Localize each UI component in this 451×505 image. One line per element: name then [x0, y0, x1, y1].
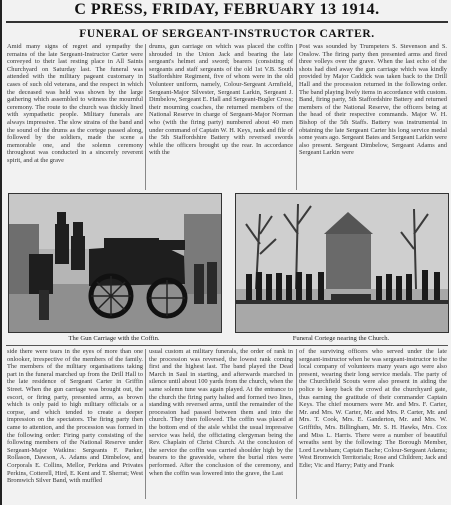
article-column-3: Post was sounded by Trumpeters S. Stevenson and S. Onslow. The firing party then presented arms and fired three volleys over the grave. When the last echo of the shots had died away the gun carriage which was kindly provided by Major Caddick was taken back to the Drill Hall and the procession returned in the following order. The band playing lively items in accordance with custom. Band, firing party, 5th Staffordshire Battery and returned members of the National Reserve, the officers being at the head of their respective commands. Major W. H. Bishop of the 5th Staffs. Battery was instrumental in obtaining the late Sergeant Carter his long service medal some years ago. Sergeant Bates and Sergeant Larkin were also present. Sergeant Dimbelow, Sergeant Adams and Sergeant Larkin were	[299, 43, 447, 157]
article-column-6: of the surviving officers who served under the late sergeant-instructor when he was sergeant-instructor to the local company of volunteers many years ago were also present, wearing their long service medals. The party of the Churchfield Scouts were also present in aiding the police to keep back the crowd at the churchyard gate, thus earning the gratitude of their commander Captain Keys. The chief mourners were Mr. and Mrs. F. Carter, Mr. and Mrs. W. Carter, Mr. and Mrs. P. Carter, Mr. and Mrs. T. Cook, Mrs. E. Ganderton, Mr. and Mrs. W. Griffiths, Mrs. Billingham, Mr. S. H. Hawks, Mrs. Cox and Miss L. Harris. There were a number of beautiful wreaths sent by the following: The Borough Member, Lord Lewisham; Captain Bache; Colour-Sergeant Adams; West Bromwich Territorials; Rose and Children; Jack and Edie; Vic and Harry; Patty and Frank	[299, 348, 447, 469]
gun-carriage-photo	[8, 193, 222, 333]
funeral-cortege-photo	[235, 193, 449, 333]
column-divider	[296, 44, 297, 190]
article-column-2: drums, gun carriage on which was placed the coffin shrouded in the Union Jack and bearing the late sergeant's helmet and sword; bearers (consisting of sergeants and staff sergeants of the old 1st V.B. South Staffordshire Regiment, five of whom were in the old Volunteer uniform, namely, Colour-Sergeant Armfield, Sergeant-Major Silvester, Sergeant Larkin, Sergeant J. Dimbelow, Sergeant E. Hall and Sergeant-Bugler Cross; their mourning coaches, the returned members of the National Reserve in charge of Sergeant-Major Norman who (with the firing party) numbered about 40 men under command of Captain W. H. Keys, rank and file of the 5th Staffordshire Battery with reversed swords while the officers brought up the rear. In accordance with the	[149, 43, 293, 157]
article-headline: FUNERAL OF SERGEANT-INSTRUCTOR CARTER.	[79, 28, 375, 40]
column-divider	[296, 349, 297, 499]
article-column-5: usual custom at military funerals, the order of rank in the procession was reversed, the lowest rank coming first and the highest last. The band played the Dead March in Saul in starting, and afterwards marched in silence until about 100 yards from the church, when the same solemn tune was again played. At the entrance to the church the firing party halted and formed two lines, standing with reversed arms, until the remainder of the procession had passed between them and into the church. They then followed. The coffin was placed at the bottom end of the aisle whilst the usual impressive service was held, the officiating clergyman being the Rev. Chaplain of Christ Church. At the conclusion of the service the coffin was carried shoulder high by the bearers to the graveside, where the burial rites were performed. After the conclusion of the ceremony, and when the coffin was lowered into the grave, the Last	[149, 348, 293, 477]
section-rule	[6, 345, 448, 346]
funeral-cortege-caption: Funeral Cortege nearing the Church.	[292, 335, 390, 342]
masthead-rule	[6, 21, 448, 23]
gun-carriage-caption: The Gun Carriage with the Coffin.	[68, 335, 160, 342]
masthead: C PRESS, FRIDAY, FEBRUARY 13 1914.	[74, 1, 380, 18]
column-divider	[145, 44, 146, 190]
column-divider	[145, 349, 146, 499]
article-column-1: Amid many signs of regret and sympathy the remains of the late Sergeant-Instructor Carter were conveyed to their last resting place in All Saints Churchyard on Saturday last. The funeral was attended with the military pageant customary in cases of such old veterans, and the respect in which the deceased was held was shown by the large gathering which assembled to witness the mournful ceremony. The route to the church was thickly lined with sympathetic people. Military funerals are always impressive. The slow strains of the band and the sound of the drums as the cortege passed along, followed by the soldiers, made the scene a memorable one, and the solemn ceremony throughout was conducted in a sincerely reverent spirit, and at the grave	[7, 43, 143, 164]
article-column-4: side there were tears in the eyes of more than one onlooker, irrespective of the members of the family. The members of the military organisations taking part in the funeral marched up from the Drill Hall to the late residence of Sergeant Carter in Griffin Street. When the gun carriage was brought out, the escort, or firing party, presented arms, as brown which is only paid to high military officials or a corpse, and which tended to create a deeper impression on the spectators. The firing party then came to attention, and the procession was formed in the following order: Firing party consisting of the following members of the National Reserve under Sergeant-Major Watkins: Sergeants F. Parker, Rollason, Dawson, A. Adams and Dimbelow, and Corporals E. Collins, Mellor, Perkins and Privates Perkins, Cotterell, Hird, E. Kent and T. Sherrat; West Bromwich Silver Band, with muffled	[7, 348, 143, 485]
